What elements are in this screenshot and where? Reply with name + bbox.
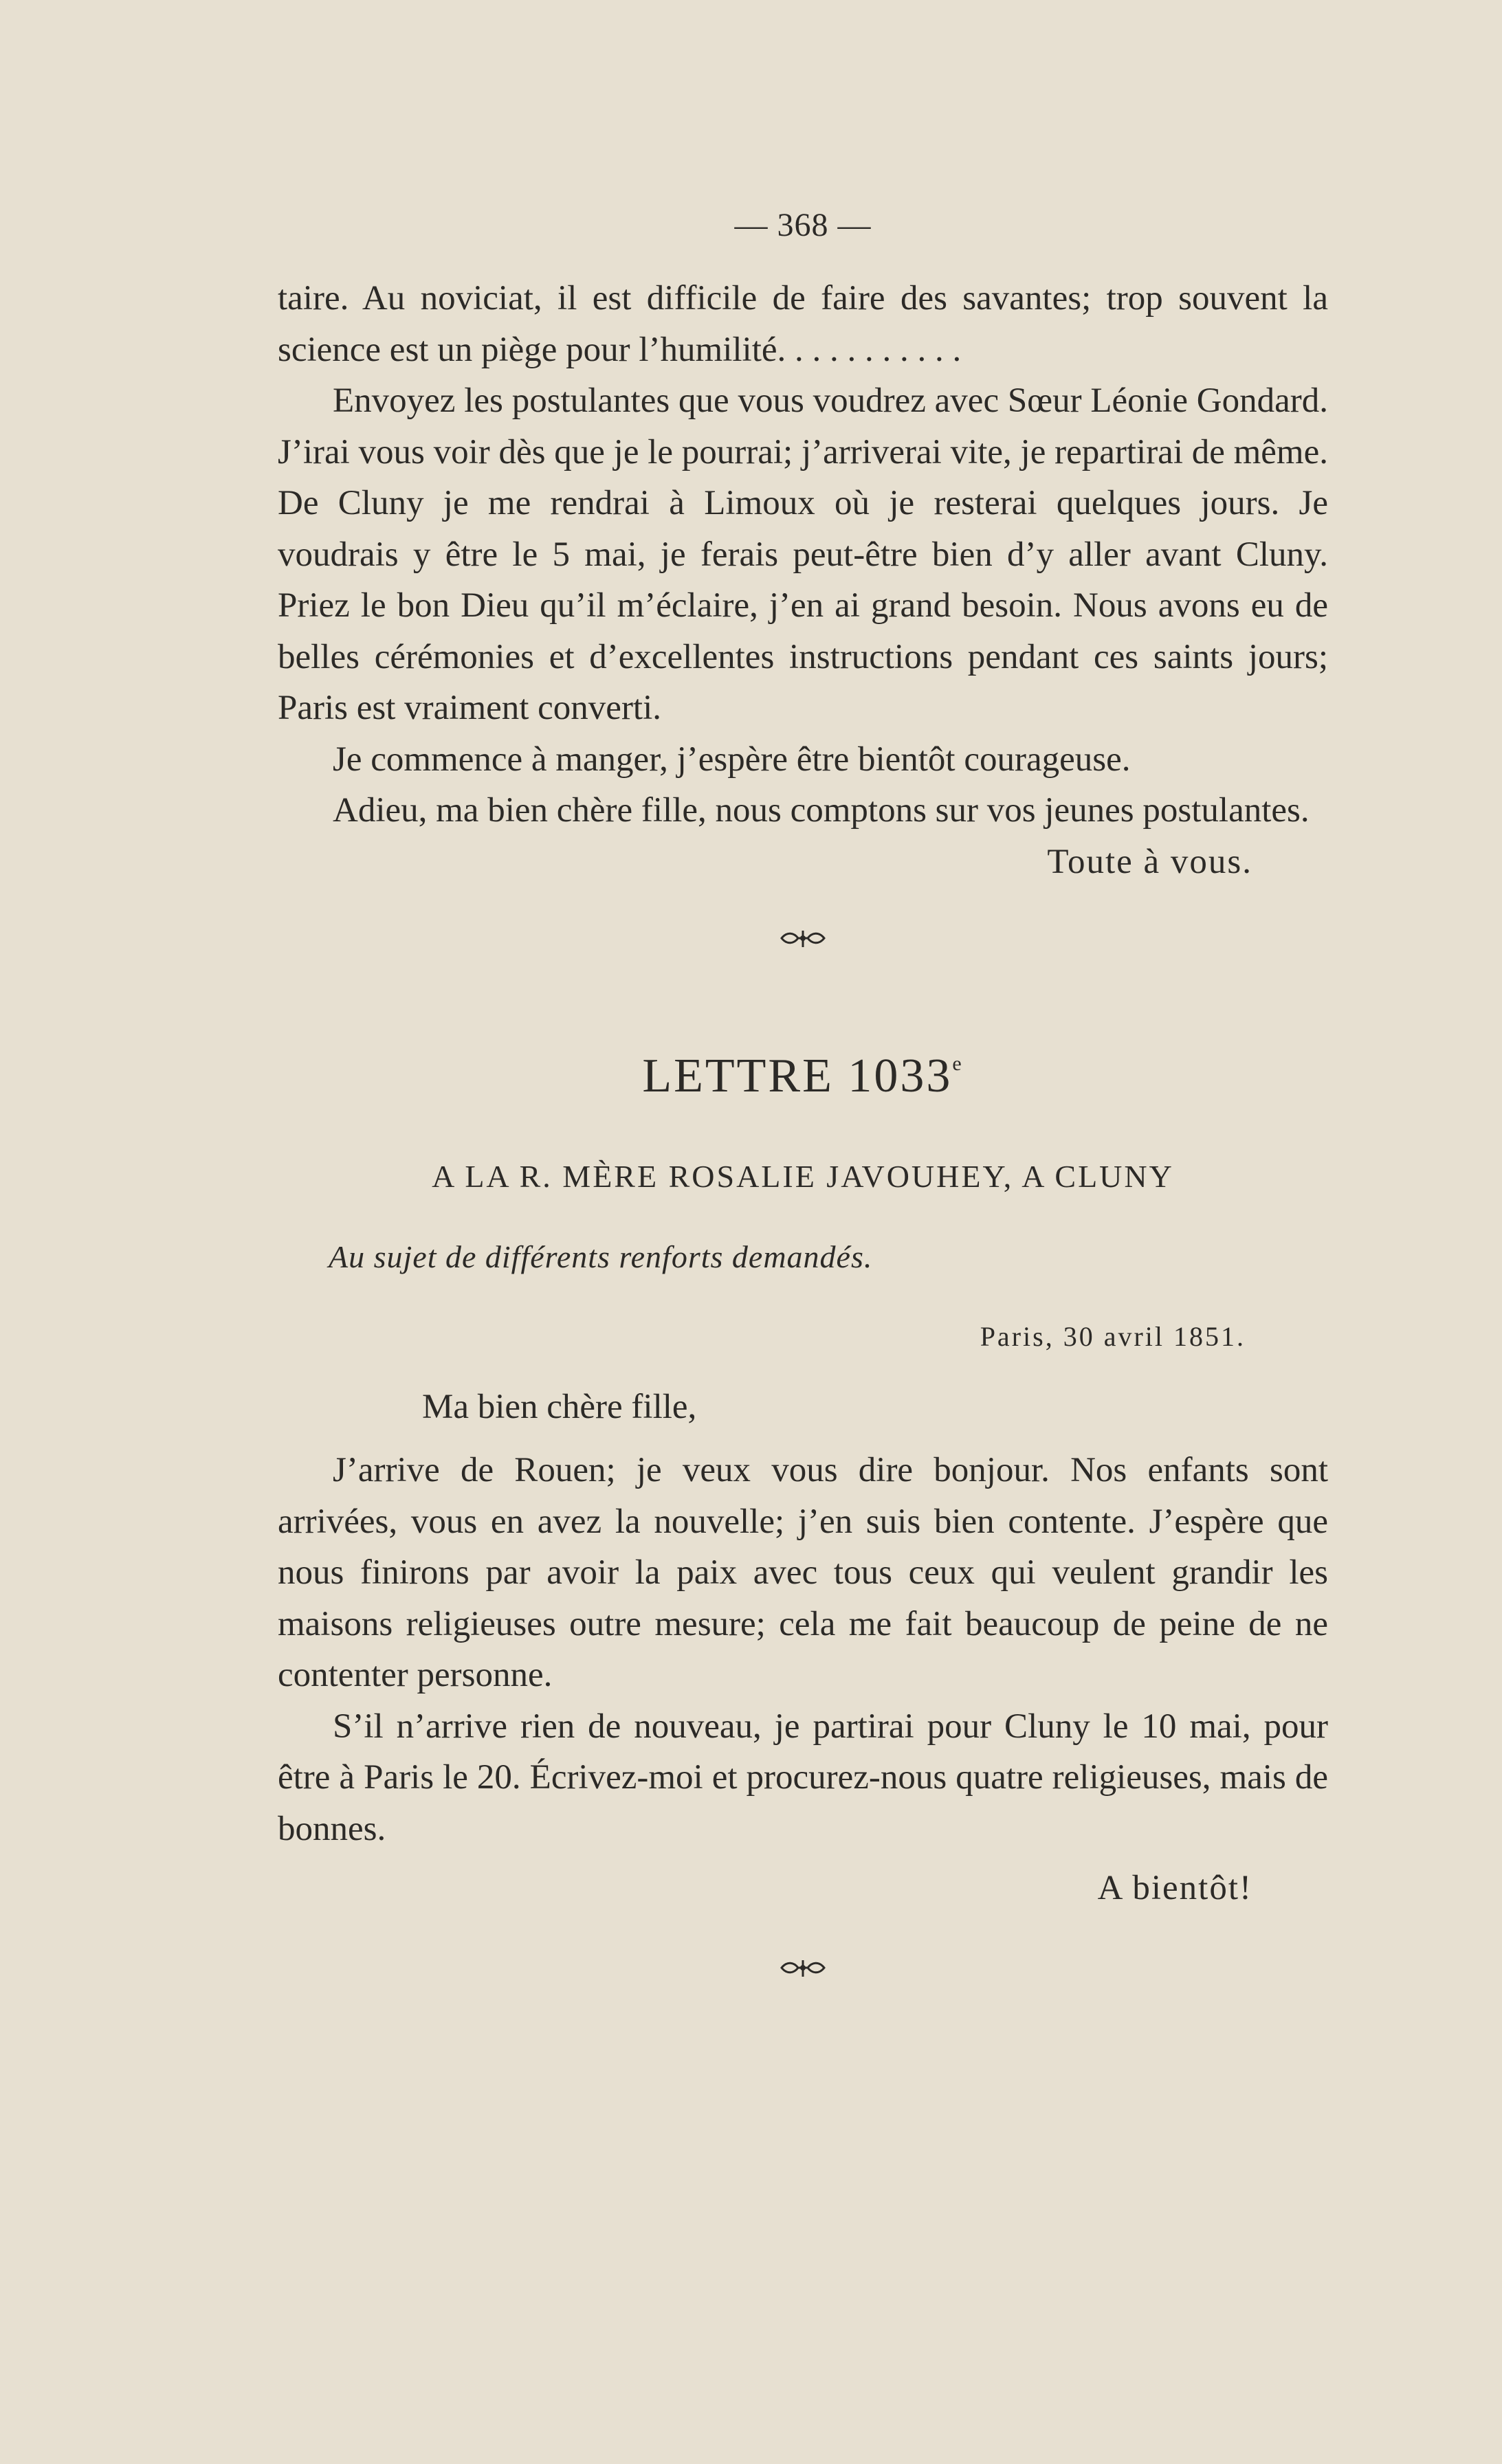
paragraph: J’arrive de Rouen; je veux vous dire bonjour. Nos enfants sont arrivées, vous en avez la nouvelle; j’en suis bien contente. J’espère que nous finirons par avoir la paix avec tous ceux qui veulent grandir les maisons religieuses outre mesure; cela me fait beaucoup de peine de ne contenter personne. xyxy=(278,1451,1328,1694)
book-page xyxy=(278,206,1328,1979)
letter-closing: A bientôt! xyxy=(1097,1869,1252,1907)
letter-closing: Toute à vous. xyxy=(1047,842,1252,881)
paragraph: Adieu, ma bien chère fille, nous comptons sur vos jeunes postulantes. xyxy=(333,791,1310,830)
letter-salutation: Ma bien chère fille, xyxy=(422,1388,697,1426)
letter-subject: Au sujet de différents renforts demandés. xyxy=(329,1239,873,1274)
paragraph: Envoyez les postulantes que vous voudrez avec Sœur Léonie Gondard. J’irai vous voir dès que je le pourrai; j’arriverai vite, je repartirai de même. De Cluny je me rendrai à Limoux où je resterai quelques jours. Je voudrais y être le 5 mai, je ferais peut-être bien d’y aller avant Cluny. Priez le bon Dieu qu’il m’éclaire, j’en ai grand besoin. Nous avons eu de belles cérémonies et d’excellentes instructions pendant ces saints jours; Paris est vraiment converti. xyxy=(278,381,1328,727)
letter-recipient: A LA R. MÈRE ROSALIE JAVOUHEY, A CLUNY xyxy=(432,1159,1174,1194)
continued-letter xyxy=(278,273,1328,887)
letter-title-suffix: e xyxy=(952,1052,964,1075)
paragraph: S’il n’arrive rien de nouveau, je partirai pour Cluny le 10 mai, pour être à Paris le 20. Écrivez-moi et procurez-nous quatre religieuses, mais de bonnes. xyxy=(278,1707,1328,1848)
letter-dateline: Paris, 30 avril 1851. xyxy=(980,1321,1246,1352)
fleuron-icon xyxy=(278,1958,1328,1979)
letter-title xyxy=(278,1052,1328,1100)
paragraph: taire. Au noviciat, il est difficile de faire des savantes; trop souvent la science est un piège pour l’humilité. . . . . . . . . . . xyxy=(278,279,1328,369)
letter-title-text: LETTRE 1033 xyxy=(642,1050,953,1102)
fleuron-icon xyxy=(278,929,1328,949)
paragraph: Je commence à manger, j’espère être bientôt courageuse. xyxy=(333,740,1131,779)
page-number: — 368 — xyxy=(734,207,872,243)
